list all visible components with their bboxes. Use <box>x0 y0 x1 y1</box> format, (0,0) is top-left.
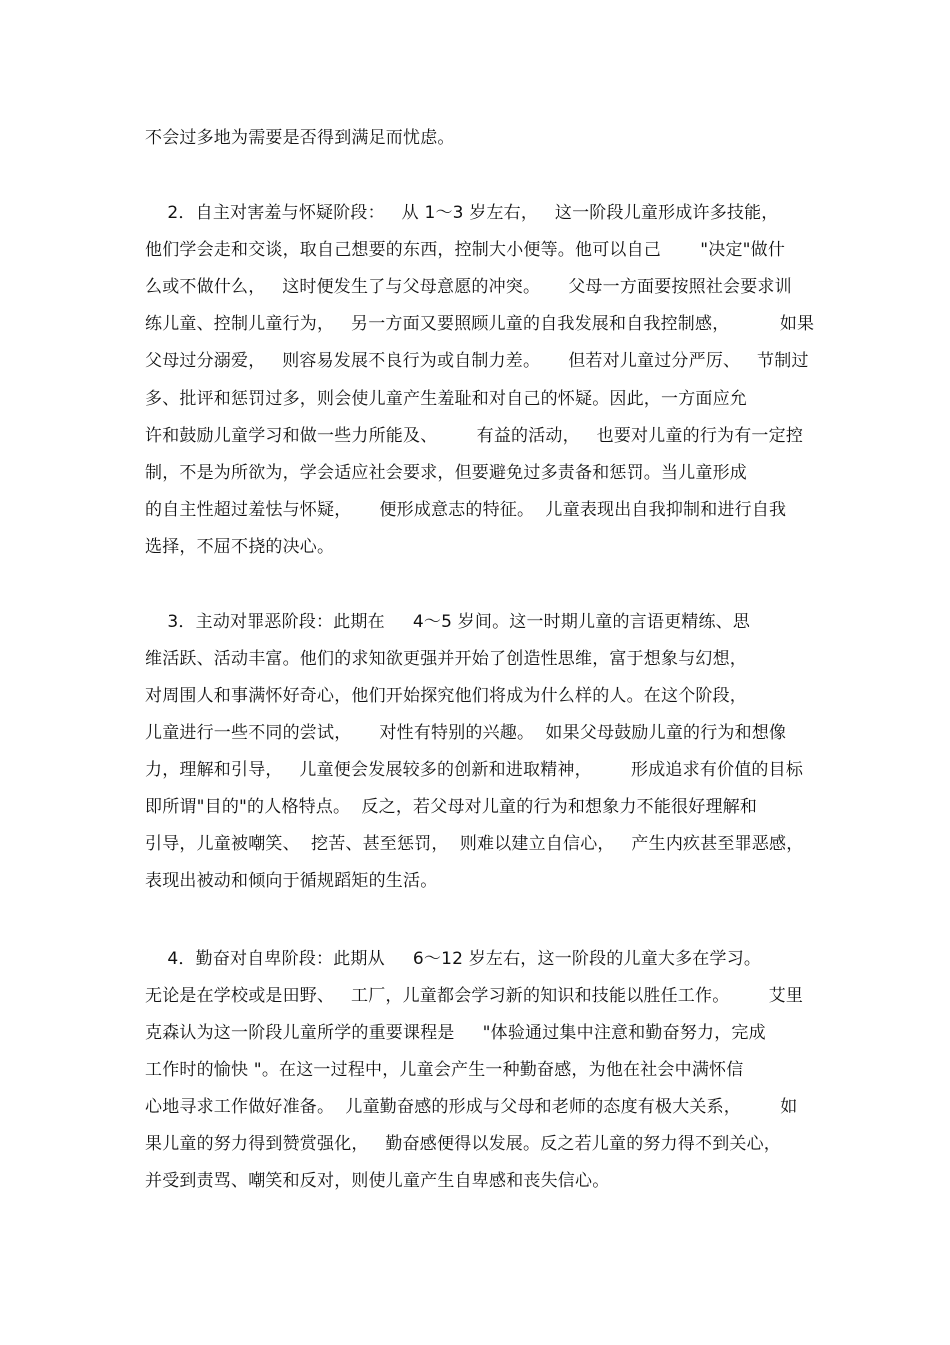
text-line: 工作时的愉快 "。在这一过程中，儿童会产生一种勤奋感，为他在社会中满怀信 <box>145 1060 744 1080</box>
text-line: 引导，儿童被嘲笑、 挖苦、甚至惩罚， 则难以建立自信心， 产生内疚甚至罪恶感， <box>145 834 804 854</box>
text-line: 的自主性超过羞怯与怀疑， 便形成意志的特征。 儿童表现出自我抑制和进行自我 <box>145 500 787 520</box>
text-line: 表现出被动和倾向于循规蹈矩的生活。 <box>145 871 438 891</box>
text-line: 么或不做什么， 这时便发生了与父母意愿的冲突。 父母一方面要按照社会要求训 <box>145 277 792 297</box>
text-line: 3．主动对罪恶阶段：此期在 4～5 岁间。这一时期儿童的言语更精练、思 <box>145 612 751 632</box>
text-line: 多、批评和惩罚过多，则会使儿童产生羞耻和对自己的怀疑。因此，一方面应允 <box>145 389 747 409</box>
text-line: 不会过多地为需要是否得到满足而忧虑。 <box>145 128 455 148</box>
text-line: 他们学会走和交谈，取自己想要的东西，控制大小便等。他可以自己 "决定"做什 <box>145 240 786 260</box>
text-line: 克森认为这一阶段儿童所学的重要课程是 "体验通过集中注意和勤奋努力，完成 <box>145 1023 766 1043</box>
text-line: 并受到责骂、嘲笑和反对，则使儿童产生自卑感和丧失信心。 <box>145 1171 610 1191</box>
text-line: 维活跃、活动丰富。他们的求知欲更强并开始了创造性思维，富于想象与幻想， <box>145 649 747 669</box>
text-line: 4．勤奋对自卑阶段：此期从 6～12 岁左右，这一阶段的儿童大多在学习。 <box>145 949 762 969</box>
text-line: 练儿童、控制儿童行为， 另一方面又要照顾儿童的自我发展和自我控制感， 如果 <box>145 314 815 334</box>
text-line: 力，理解和引导， 儿童便会发展较多的创新和进取精神， 形成追求有价值的目标 <box>145 760 804 780</box>
text-line: 对周围人和事满怀好奇心，他们开始探究他们将成为什么样的人。在这个阶段， <box>145 686 747 706</box>
text-line: 儿童进行一些不同的尝试， 对性有特别的兴趣。 如果父母鼓励儿童的行为和想像 <box>145 723 787 743</box>
text-line: 2．自主对害羞与怀疑阶段： 从 1～3 岁左右， 这一阶段儿童形成许多技能， <box>145 203 779 223</box>
text-line: 制，不是为所欲为，学会适应社会要求，但要避免过多责备和惩罚。当儿童形成 <box>145 463 747 483</box>
text-line: 心地寻求工作做好准备。 儿童勤奋感的形成与父母和老师的态度有极大关系， 如 <box>145 1097 798 1117</box>
text-line: 父母过分溺爱， 则容易发展不良行为或自制力差。 但若对儿童过分严厉、 节制过 <box>145 351 809 371</box>
text-line: 即所谓"目的"的人格特点。 反之，若父母对儿童的行为和想象力不能很好理解和 <box>145 797 758 817</box>
text-line: 果儿童的努力得到赞赏强化， 勤奋感便得以发展。反之若儿童的努力得不到关心， <box>145 1134 782 1154</box>
text-line: 选择，不屈不挠的决心。 <box>145 537 335 557</box>
text-line: 许和鼓励儿童学习和做一些力所能及、 有益的活动， 也要对儿童的行为有一定控 <box>145 426 804 446</box>
text-line: 无论是在学校或是田野、 工厂，儿童都会学习新的知识和技能以胜任工作。 艾里 <box>145 986 804 1006</box>
